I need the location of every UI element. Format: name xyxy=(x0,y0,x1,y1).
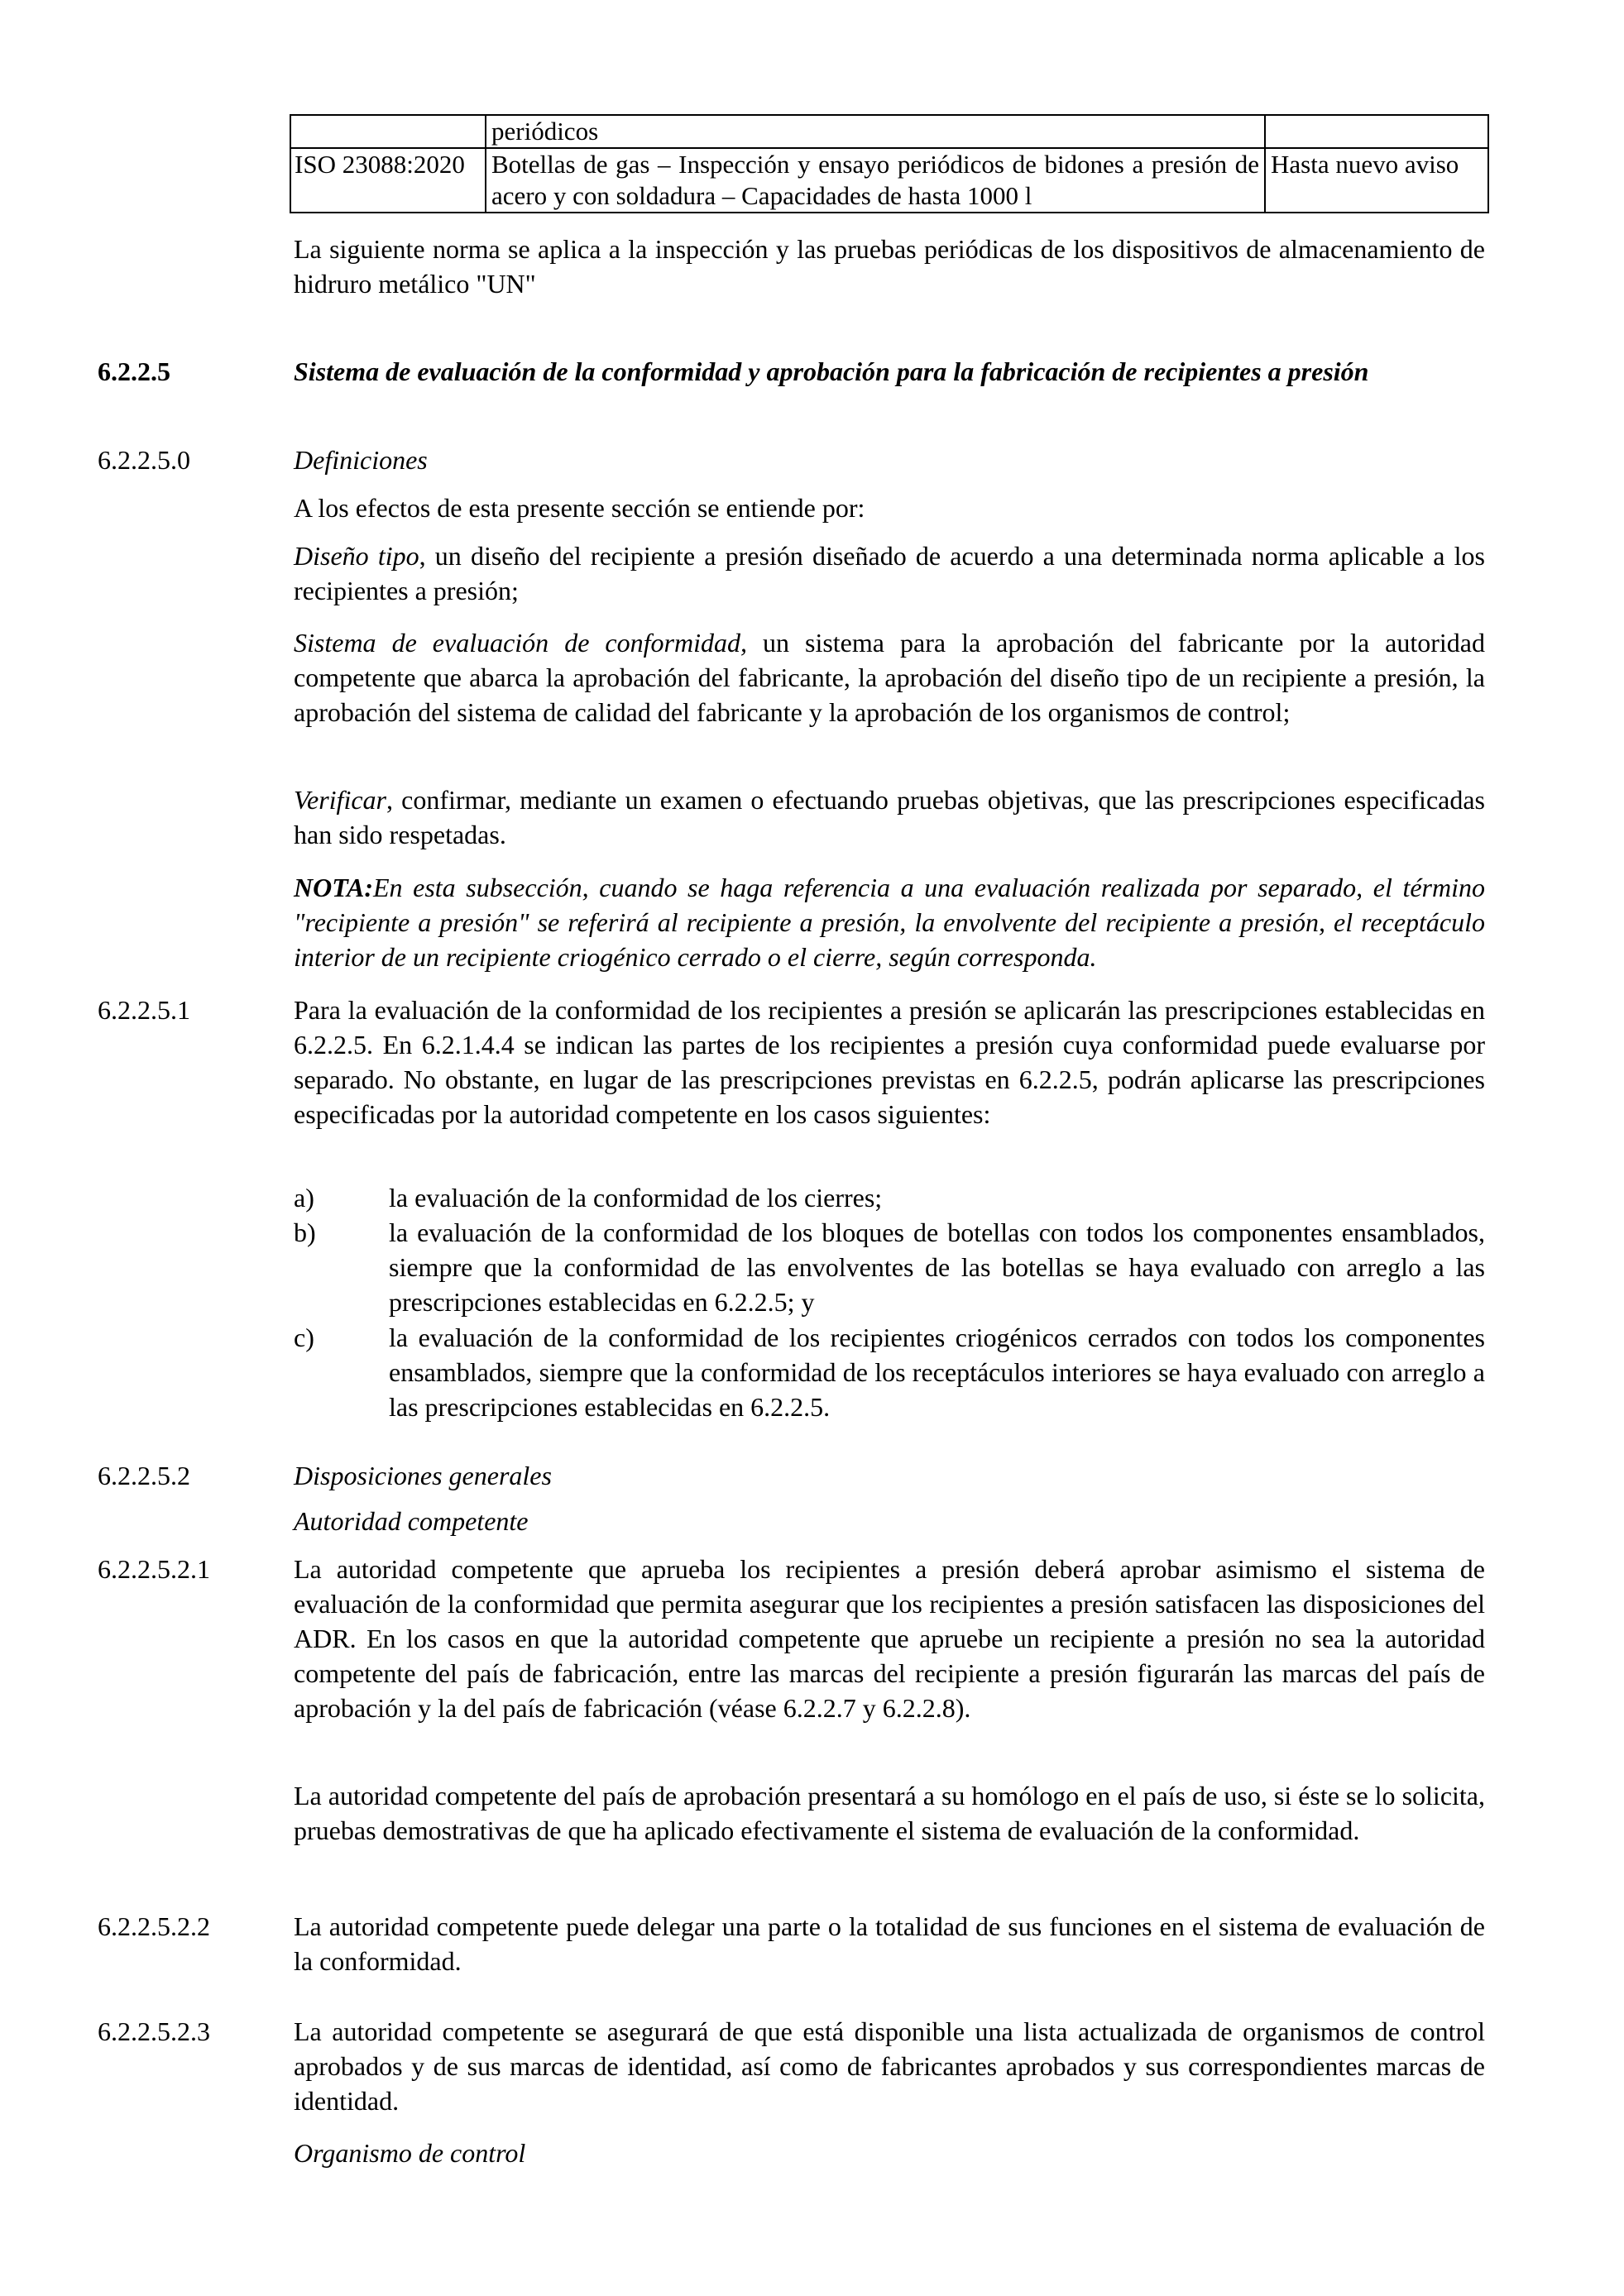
table-row xyxy=(290,115,1488,148)
section-paragraph: La autoridad competente del país de aprobación presentará a su homólogo en el país de uso, si éste se lo solicita, pruebas demostrativas de que ha aplicado efectivamente el sistema de evaluación de la conformidad. xyxy=(294,1781,1485,1845)
definitions-intro: A los efectos de esta presente sección se entiende por: xyxy=(294,493,865,523)
standard-validity-cell xyxy=(1265,115,1488,148)
standard-validity-cell: Hasta nuevo aviso xyxy=(1265,148,1488,213)
subsection-heading: Organismo de control xyxy=(294,2138,526,2168)
definition-text: un sistema para la aprobación del fabricante por la autoridad competente que abarca la aprobación del fabricante, la aprobación del diseño tipo de un recipiente a presión, la aprobación del sistema de calidad del fabricante y la aprobación de los organismos de control; xyxy=(294,628,1485,727)
section-number: 6.2.2.5 xyxy=(98,356,170,386)
list-item-label: b) xyxy=(294,1217,316,1247)
section-paragraph: La autoridad competente puede delegar una parte o la totalidad de sus funciones en el sistema de evaluación de la conformidad. xyxy=(294,1911,1485,1976)
standard-title-cell: Botellas de gas – Inspección y ensayo periódicos de bidones a presión de acero y con soldadura – Capacidades de hasta 1000 l xyxy=(486,148,1265,213)
list-item-text: la evaluación de la conformidad de los recipientes criogénicos cerrados con todos los componentes ensamblados, siempre que la conformidad de los receptáculos interiores se haya evaluado con arreglo a las prescripciones establecidas en 6.2.2.5. xyxy=(389,1323,1485,1422)
list-item-text: la evaluación de la conformidad de los bloques de botellas con todos los componentes ensamblados, siempre que la conformidad de las envolventes de las botellas se haya evaluado con arreglo a las prescripciones establecidas en 6.2.2.5; y xyxy=(389,1217,1485,1317)
section-number: 6.2.2.5.2.3 xyxy=(98,2016,210,2046)
standard-code-cell xyxy=(290,115,486,148)
paragraph-intro-metal-hydride: La siguiente norma se aplica a la inspección y las pruebas periódicas de los dispositivos de almacenamiento de hidruro metálico "UN" xyxy=(294,234,1485,299)
standards-table xyxy=(290,114,1489,213)
list-item-label: c) xyxy=(294,1323,314,1352)
standard-code-cell: ISO 23088:2020 xyxy=(290,148,486,213)
section-number: 6.2.2.5.2.2 xyxy=(98,1911,210,1941)
definition-term: Sistema de evaluación de conformidad, xyxy=(294,628,747,658)
section-paragraph: La autoridad competente se asegurará de que está disponible una lista actualizada de organismos de control aprobados y de sus marcas de identidad, así como de fabricantes aprobados y sus correspondientes marcas de identidad. xyxy=(294,2016,1485,2116)
definition-term: Diseño tipo xyxy=(294,541,419,571)
definition-design-type xyxy=(294,538,1485,608)
note-label: NOTA: xyxy=(294,873,373,902)
section-number: 6.2.2.5.0 xyxy=(98,445,190,475)
section-subtitle: Autoridad competente xyxy=(294,1506,529,1536)
list-item-text: la evaluación de la conformidad de los cierres; xyxy=(389,1183,883,1213)
definition-text: , un diseño del recipiente a presión diseñado de acuerdo a una determinada norma aplicable a los recipientes a presión; xyxy=(294,541,1486,605)
section-title: Sistema de evaluación de la conformidad y aprobación para la fabricación de recipientes a presión xyxy=(294,356,1369,386)
section-number: 6.2.2.5.1 xyxy=(98,995,190,1025)
section-number: 6.2.2.5.2.1 xyxy=(98,1554,210,1584)
definition-text: , confirmar, mediante un examen o efectuando pruebas objetivas, que las prescripciones especificadas han sido respetadas. xyxy=(294,785,1485,849)
section-number: 6.2.2.5.2 xyxy=(98,1461,190,1490)
definition-conformity-system xyxy=(294,625,1485,729)
section-paragraph: Para la evaluación de la conformidad de los recipientes a presión se aplicarán las prescripciones establecidas en 6.2.2.5. En 6.2.1.4.4 se indican las partes de los recipientes a presión cuya conformidad puede evaluarse por separado. No obstante, en lugar de las prescripciones previstas en 6.2.2.5, podrán aplicarse las prescripciones especificadas por la autoridad competente en los casos siguientes: xyxy=(294,995,1485,1129)
definition-verify xyxy=(294,782,1485,852)
section-title: Disposiciones generales xyxy=(294,1461,552,1490)
definition-term: Verificar xyxy=(294,785,386,815)
note-text: En esta subsección, cuando se haga referencia a una evaluación realizada por separado, el término "recipiente a presión" se referirá al recipiente a presión, la envolvente del recipiente a presión, el receptáculo interior de un recipiente criogénico cerrado o el cierre, según corresponda. xyxy=(294,873,1485,972)
table-row xyxy=(290,148,1488,213)
section-paragraph: La autoridad competente que aprueba los recipientes a presión deberá aprobar asimismo el sistema de evaluación de la conformidad que permita asegurar que los recipientes a presión satisfacen las disposiciones del ADR. En los casos en que la autoridad competente que apruebe un recipiente a presión no sea la autoridad competente del país de fabricación, entre las marcas del recipiente a presión figurarán las marcas del país de aprobación y la del país de fabricación (véase 6.2.2.7 y 6.2.2.8). xyxy=(294,1554,1485,1723)
list-item-label: a) xyxy=(294,1183,314,1213)
standard-title-cell: periódicos xyxy=(486,115,1265,148)
note xyxy=(294,870,1485,974)
section-title: Definiciones xyxy=(294,445,428,475)
